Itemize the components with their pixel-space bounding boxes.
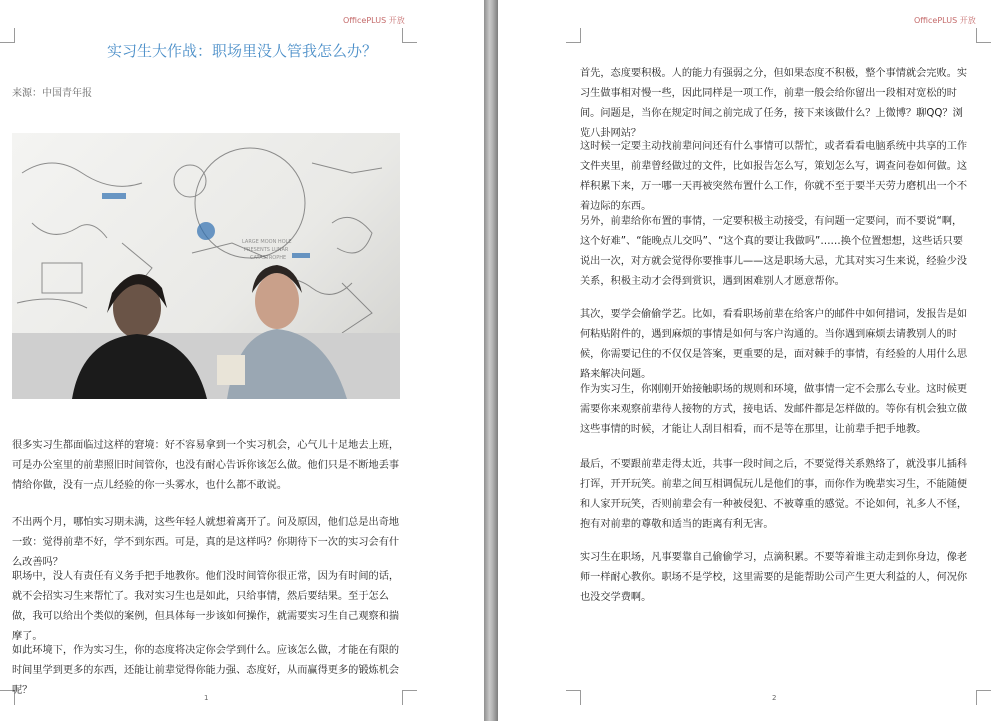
- crop-mark: [566, 28, 581, 43]
- crop-mark: [402, 690, 417, 705]
- paragraph: 作为实习生，你刚刚开始接触职场的规则和环境，做事情一定不会那么专业。这时候更需要你来观察前辈待人接物的方式，接电话、发邮件都是怎样做的。等你有机会独立做这些事情的时候，才能让人刮目相看，而不是等在那里，让前辈手把手地教。: [580, 384, 968, 435]
- paragraph: 另外，前辈给你布置的事情，一定要积极主动接受，有问题一定要问，而不要说“啊，这个好难”、“能晚点儿交吗”、“这个真的要让我做吗”……换个位置想想，这些话只要说出一次，对方就会觉得你要推事儿——这是职场大忌，尤其对实习生来说，经验少没关系，积极主动才会得到赏识，遇到困难别人才愿意帮你。: [580, 216, 968, 287]
- paragraph: 不出两个月，哪怕实习期未满，这些年轻人就想着离开了。问及原因，他们总是出奇地一致：觉得前辈不好，学不到东西。可是，真的是这样吗？你期待下一次的实习会有什么改善吗？: [12, 517, 400, 568]
- crop-mark: [976, 28, 991, 43]
- paragraph: 很多实习生都面临过这样的窘境：好不容易拿到一个实习机会，心气儿十足地去上班，可是办公室里的前辈照旧时间管你，也没有耐心告诉你该怎么做。他们只是不断地丢事情给你做，没有一点儿经验的你一头雾水，也什么都不敢说。: [12, 440, 400, 491]
- page-number: 1: [204, 694, 209, 702]
- paragraph: 实习生在职场，凡事要靠自己偷偷学习，点滴积累。不要等着谁主动走到你身边，像老师一样耐心教你。职场不是学校，这里需要的是能帮助公司产生更大利益的人，何况你也没交学费啊。: [580, 552, 968, 603]
- document-page-1: [0, 0, 484, 721]
- svg-text:LARGE MOON HOLE: LARGE MOON HOLE: [242, 239, 292, 245]
- document-page-2: [498, 0, 991, 721]
- article-source: 来源：中国青年报: [12, 88, 92, 99]
- article-photo: [12, 133, 400, 399]
- whiteboard-photo-illustration: [12, 133, 400, 399]
- paragraph: 其次，要学会偷偷学艺。比如，看看职场前辈在给客户的邮件中如何措词，发报告是如何粘贴附件的，遇到麻烦的事情是如何与客户沟通的。当你遇到麻烦去请教别人的时候，你需要记住的不仅仅是答案，更重要的是，面对棘手的事情，有经验的人用什么思路来解决问题。: [580, 309, 968, 380]
- page-gutter: [484, 0, 498, 721]
- svg-text:PRESENTS LUNAR: PRESENTS LUNAR: [244, 247, 289, 253]
- paragraph: 这时候一定要主动找前辈问问还有什么事情可以帮忙，或者看看电脑系统中共享的工作文件夹里，前辈曾经做过的文件，比如报告怎么写，策划怎么写，调查问卷如何做。这样积累下来，万一哪一天再被突然布置什么工作，你就不至于要半天劳力磨机出一个不着边际的东西。: [580, 141, 968, 212]
- crop-mark: [976, 690, 991, 705]
- paragraph: 首先，态度要积极。人的能力有强弱之分，但如果态度不积极，整个事情就会完败。实习生做事相对慢一些，因此同样是一项工作，前辈一般会给你留出一段相对宽松的时间。问题是，当你在规定时间之前完成了任务，接下来该做什么？上微博？聊QQ？浏览八卦网站？: [580, 68, 968, 139]
- crop-mark: [566, 690, 581, 705]
- page-number: 2: [772, 694, 777, 702]
- paragraph: 职场中，没人有责任有义务手把手地教你。他们没时间管你很正常，因为有时间的话，就不会招实习生来帮忙了。我对实习生也是如此，只给事情，然后要结果。至于怎么做，我可以给出个类似的案例，但具体每一步该如何操作，就需要实习生自己观察和揣摩了。: [12, 571, 400, 642]
- header-brand: OfficePLUS 开放: [914, 16, 976, 25]
- header-brand: OfficePLUS 开放: [343, 16, 405, 25]
- paragraph: 最后，不要跟前辈走得太近，共事一段时间之后，不要觉得关系熟络了，就没事儿插科打诨，开开玩笑。前辈之间互相调侃玩儿是他们的事，而你作为晚辈实习生，不能随便和人家开玩笑，否则前辈会有一种被侵犯、不被尊重的感觉。不论如何，礼多人不怪，抱有对前辈的尊敬和适当的距离有利无害。: [580, 459, 968, 530]
- paragraph: 如此环境下，作为实习生，你的态度将决定你会学到什么。应该怎么做，才能在有限的时间里学到更多的东西，还能让前辈觉得你能力强、态度好，从而赢得更多的锻炼机会呢？: [12, 645, 400, 696]
- svg-text:CATASTROPHE: CATASTROPHE: [250, 255, 287, 261]
- article-title: 实习生大作战：职场里没人管我怎么办？: [106, 42, 377, 60]
